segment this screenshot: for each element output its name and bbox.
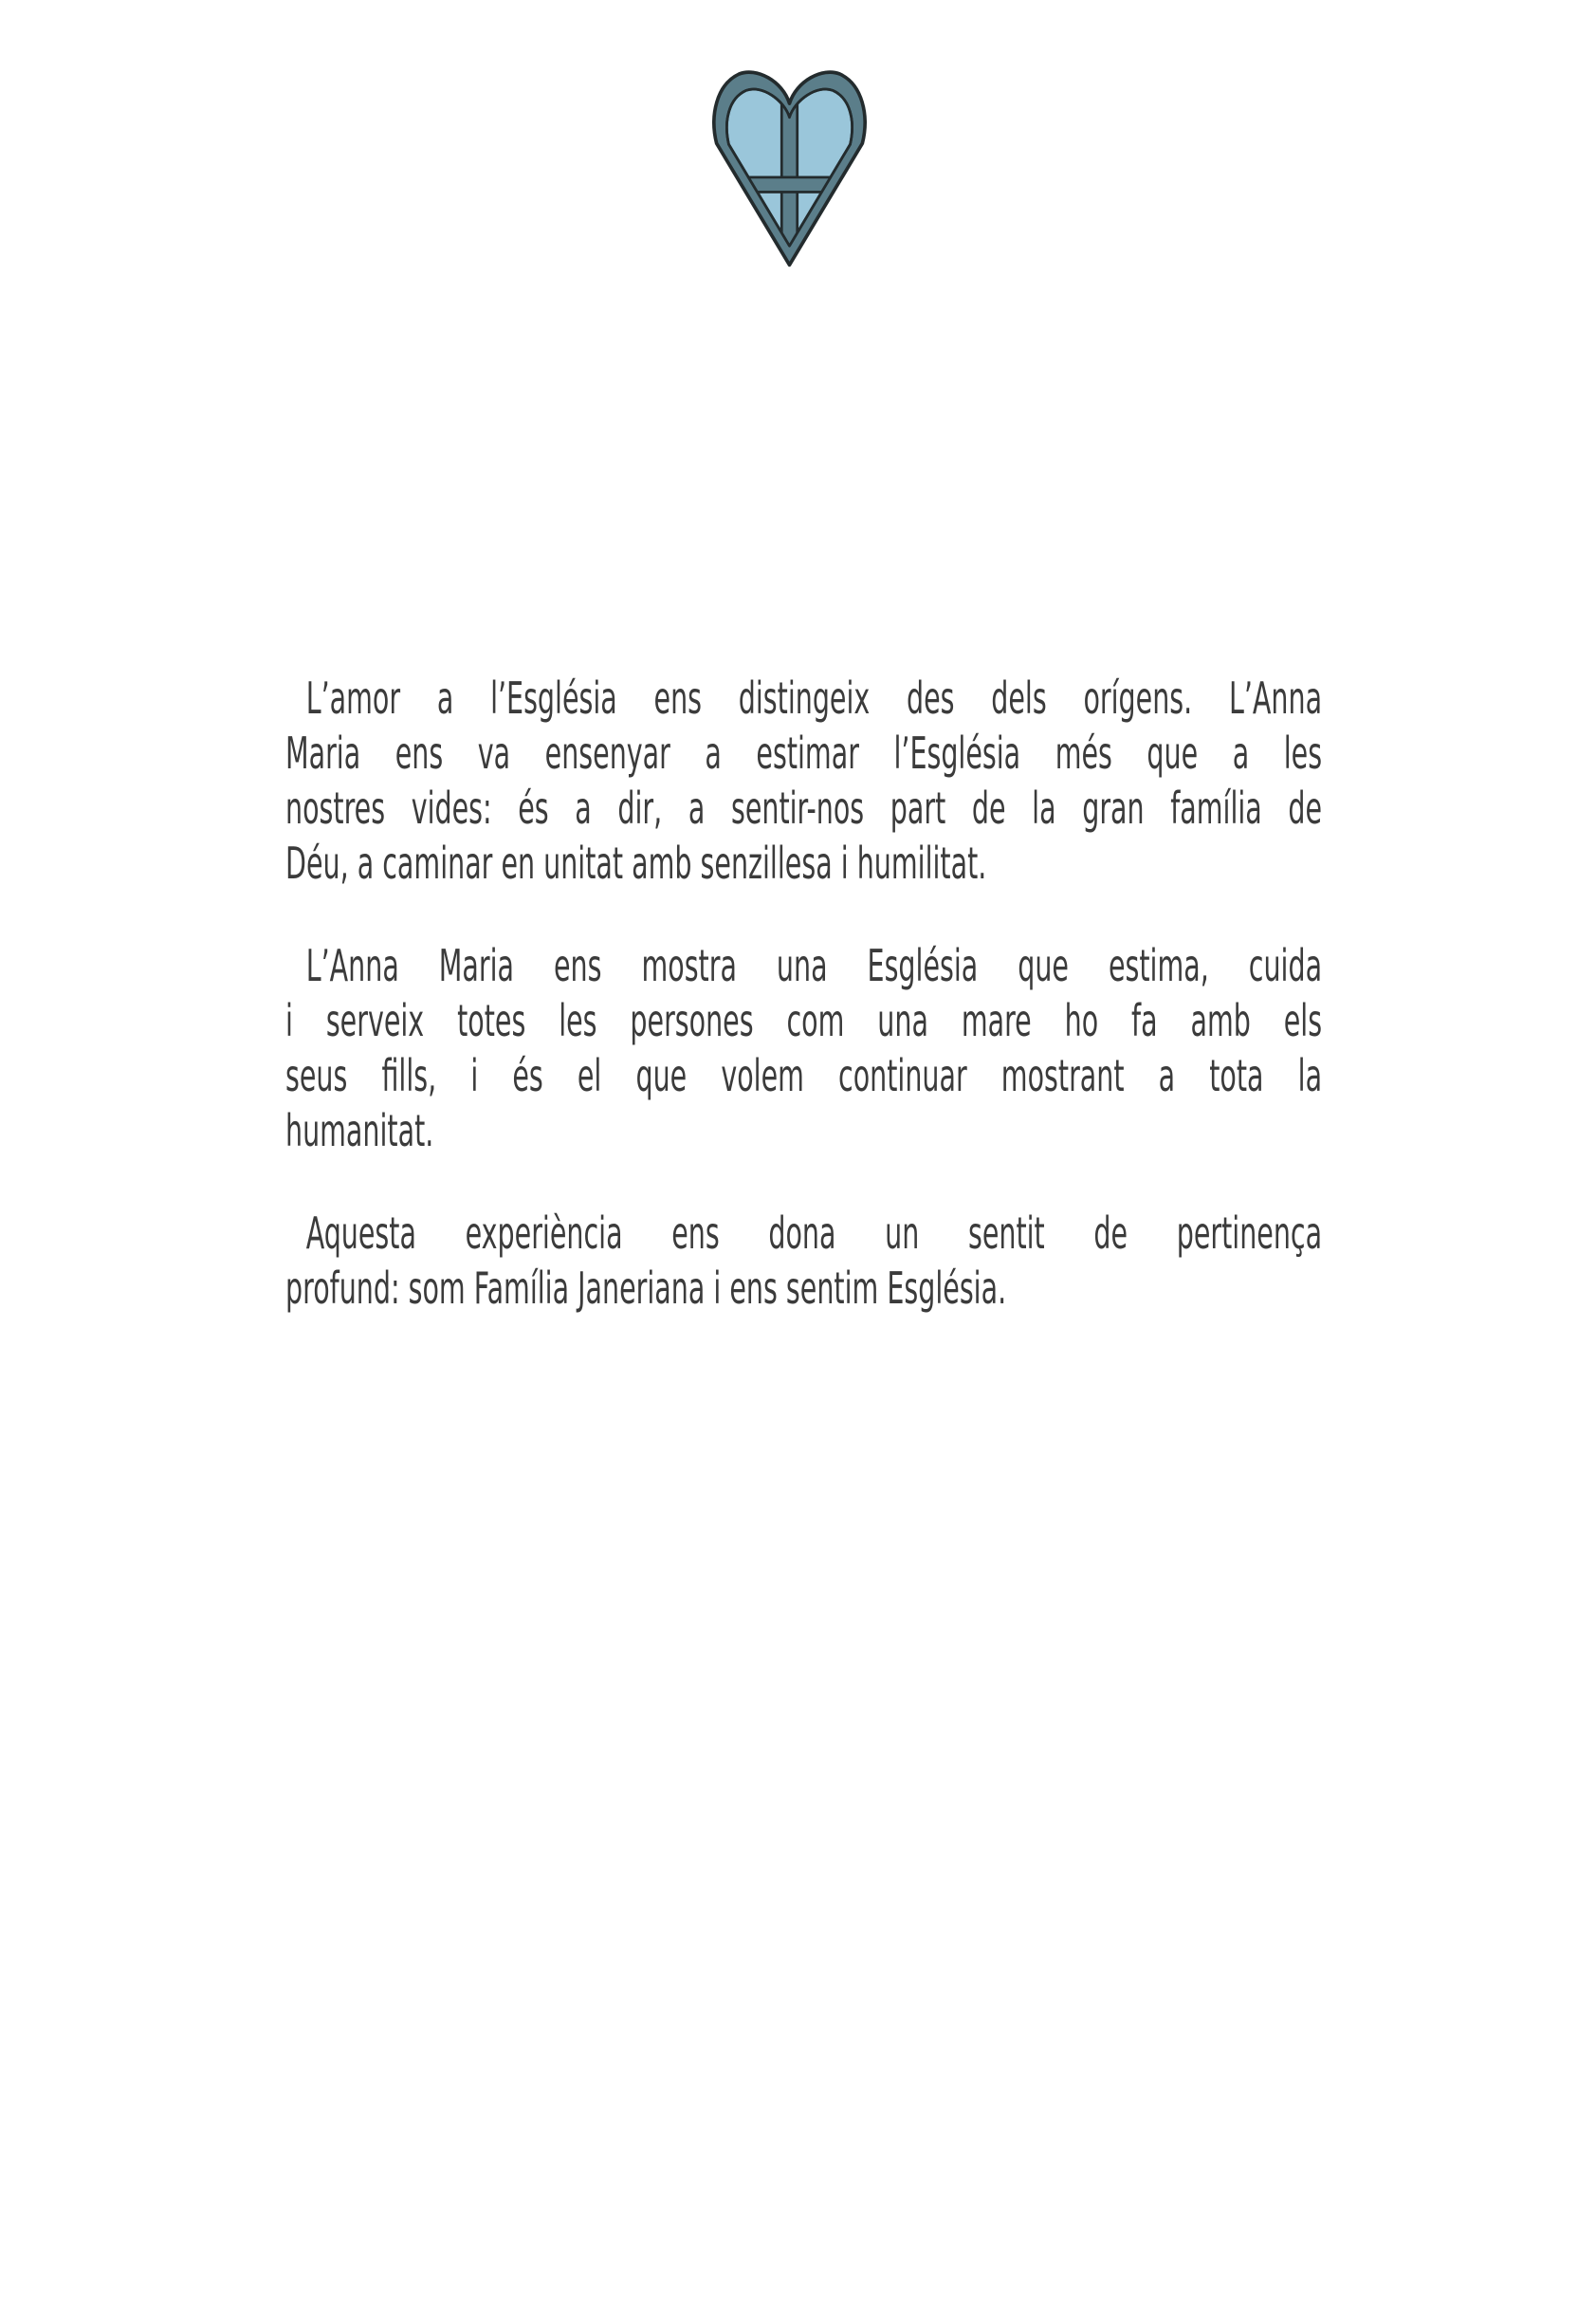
- text-line: profund: som Família Janeriana i ens sentim Església.: [285, 1263, 1007, 1314]
- text-line: seus fills, i és el que volem continuar mostrant a tota la: [285, 1050, 1323, 1101]
- text-line: Déu, a caminar en unitat amb senzillesa i humilitat.: [285, 838, 987, 889]
- text-line: humanitat.: [285, 1105, 434, 1156]
- paragraph: [285, 1206, 1322, 1316]
- heart-window-logo-svg: [703, 61, 876, 271]
- text-line: Aquesta experiència ens dona un sentit de pertinença: [305, 1208, 1323, 1259]
- text-line: L’amor a l’Església ens distingeix des dels orígens. L’Anna: [305, 673, 1323, 724]
- text-line: nostres vides: és a dir, a sentir-nos part de la gran família de: [285, 783, 1323, 834]
- text-line: Maria ens va ensenyar a estimar l’Església més que a les: [285, 728, 1323, 779]
- text-line: i serveix totes les persones com una mare ho fa amb els: [285, 995, 1323, 1046]
- body-text: [285, 671, 1322, 1316]
- paragraph: [285, 938, 1322, 1158]
- paragraph: [285, 671, 1322, 891]
- text-line: L’Anna Maria ens mostra una Església que estima, cuida: [305, 940, 1323, 991]
- heart-window-icon: [703, 61, 876, 271]
